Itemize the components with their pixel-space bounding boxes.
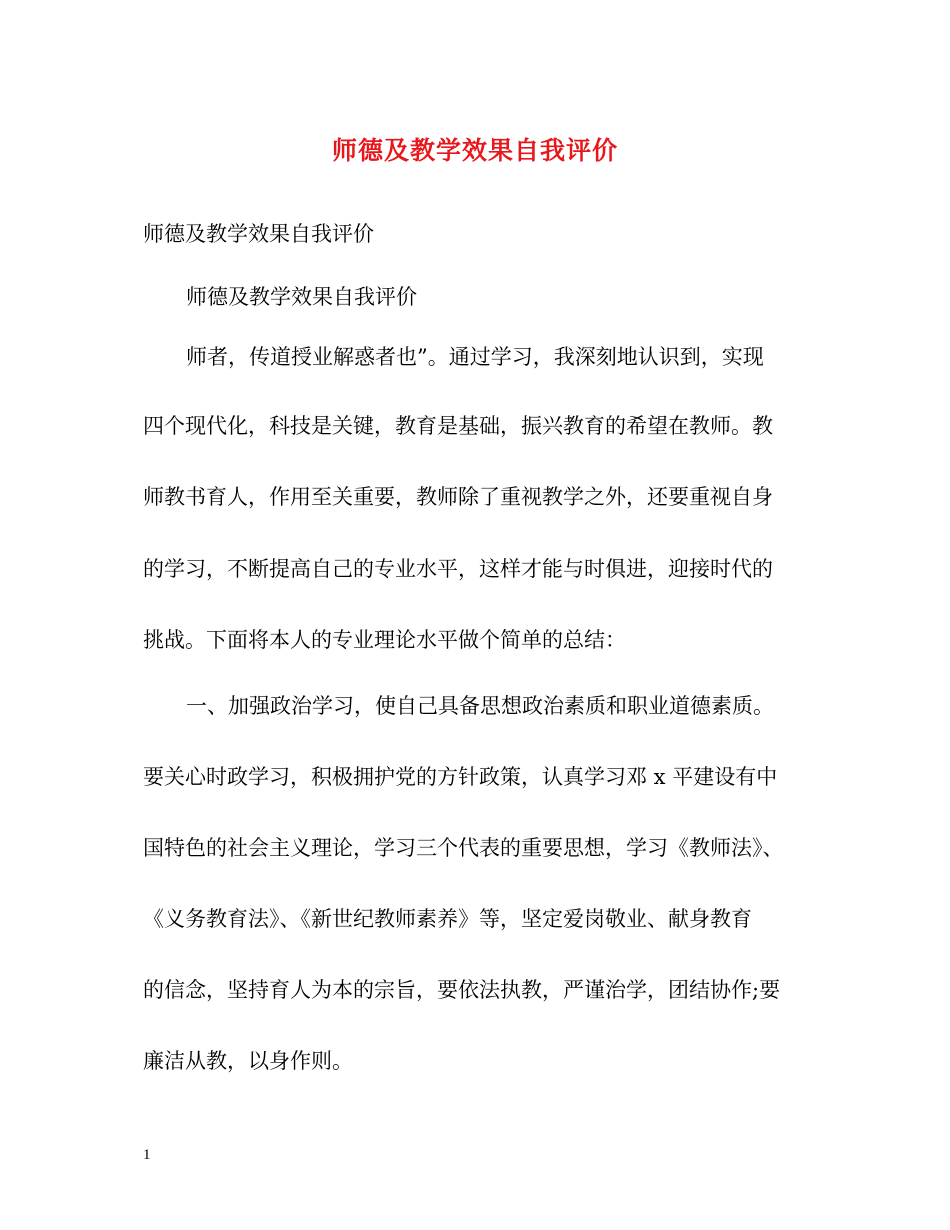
paragraph-line: 的学习，不断提高自己的专业水平，这样才能与时俱进，迎接时代的 [143, 557, 773, 581]
paragraph-line: 要关心时政学习，积极拥护党的方针政策，认真学习邓 x 平建设有中 [143, 765, 778, 789]
paragraph-line: 师者，传道授业解惑者也”。通过学习，我深刻地认识到，实现 [186, 345, 764, 369]
paragraph-line: 一、加强政治学习，使自己具备思想政治素质和职业道德素质。 [186, 694, 774, 718]
paragraph-line: 国特色的社会主义理论，学习三个代表的重要思想，学习《教师法》、 [143, 836, 784, 860]
document-title: 师德及教学效果自我评价 [331, 136, 618, 165]
paragraph-line: 挑战。下面将本人的专业理论水平做个简单的总结： [143, 628, 626, 652]
sub-heading: 师德及教学效果自我评价 [186, 285, 417, 309]
page-number: 1 [143, 1147, 151, 1163]
paragraph-line: 四个现代化，科技是关键，教育是基础，振兴教育的希望在教师。教 [143, 414, 773, 438]
paragraph-line: 师教书育人，作用至关重要，教师除了重视教学之外，还要重视自身 [143, 485, 773, 509]
paragraph-line: 《义务教育法》、《新世纪教师素养》等，坚定爱岗敬业、献身教育 [143, 907, 752, 931]
section-heading: 师德及教学效果自我评价 [143, 222, 374, 246]
paragraph-line: 的信念，坚持育人为本的宗旨，要依法执教，严谨治学，团结协作;要 [143, 978, 781, 1002]
paragraph-line: 廉洁从教，以身作则。 [143, 1049, 353, 1073]
